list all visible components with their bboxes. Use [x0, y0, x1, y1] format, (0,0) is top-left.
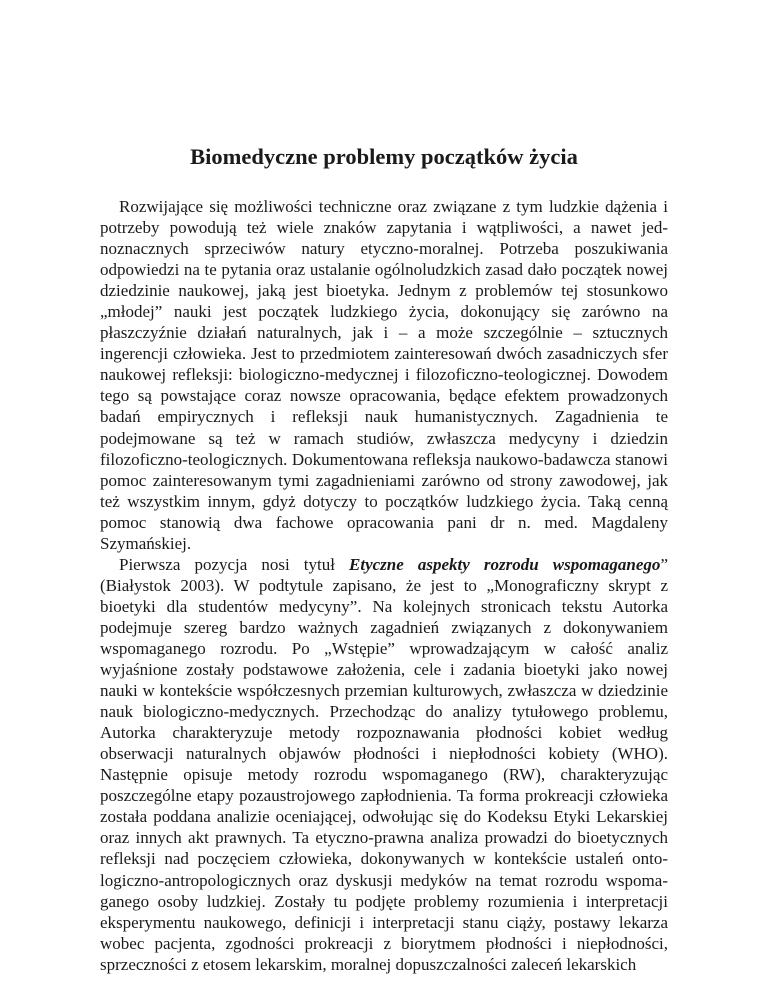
- paragraph-intro: Rozwijające się możliwości techniczne oraz związane z tym ludzkie dążenia i potrzeby powodują też wiele znaków zapytania i wątpliwości, a nawet jednoznacznych sprzeciwów natury etyczno-moralnej. Potrzeba poszukiwania odpowiedzi na te pytania oraz ustalanie ogólnoludzkich zasad dało początek nowej dziedzinie naukowej, jaką jest bioetyka. Jednym z problemów tej stosunkowo „młodej” nauki jest początek ludzkiego życia, dokonujący się zarówno na płaszczyźnie działań naturalnych, jak i – a może szczególnie – sztucznych ingerencji człowieka. Jest to przedmiotem zainteresowań dwóch zasadniczych sfer naukowej refleksji: biologiczno-medycznej i filozoficzno-teologicznej. Dowodem tego są powstające coraz nowsze opracowania, będące efektem prowadzonych badań empirycznych i refleksji nauk humanistycznych. Zagadnienia te podejmowane są też w ramach studiów, zwłaszcza medycyny i dziedzin filozoficzno-teologicznych. Dokumentowana refleksja naukowo-badawcza stanowi pomoc zainteresowanym tymi zagadnieniami zarówno od strony zawodowej, jak też wszystkim innym, gdyż dotyczy to początków ludzkiego życia. Taką cenną pomoc stanowią dwa fachowe opracowania pani dr n. med. Magdaleny Szymańskiej.: [100, 197, 668, 553]
- paragraph-first-publication: [100, 554, 668, 975]
- article-title: Biomedyczne problemy początków życia: [190, 144, 578, 169]
- paragraph-text-rest: ” (Białystok 2003). W podtytule zapisano, że jest to „Monograficzny skrypt z bioetyki dla studentów medycyny”. Na kolejnych stronicach tekstu Autorka podejmuje szereg bardzo ważnych zagadnień związanych z dokonywaniem wspomaganego rozrodu. Po „Wstępie” wprowadzającym w całość analiz wyjaśnione zostały podstawowe założenia, cele i zadania bioetyki jako nowej nauki w kontekście współczesnych przemian kulturowych, zwłaszcza w dziedzinie nauk biologiczno-medycznych. Przechodząc do analizy tytułowego problemu, Autorka charakteryzuje metody rozpoznawania płodności kobiet według obserwacji naturalnych objawów płodności i niepłodności kobiety (WHO). Następnie opisuje metody rozrodu wspomaganego (RW), charakteryzując poszczególne etapy pozaustrojowego zapłodnienia. Ta forma prokreacji człowieka została poddana analizie oceniającej, odwołując się do Kodeksu Etyki Lekarskiej oraz innych akt prawnych. Ta etyczno-prawna analiza prowadzi do bioetycznych refleksji nad poczęciem człowieka, dokonywanych w kontekście ustaleń ontologiczno-antropologicznych oraz dyskusji medyków na temat rozrodu wspomaganego osoby ludzkiej. Zostały tu podjęte problemy rozumienia i interpretacji eksperymentu naukowego, definicji i interpretacji stanu ciąży, postawy lekarza wobec pacjenta, zgodności prokreacji z biorytmem płodności i niepłodności, sprzeczności z etosem lekarskim, moralnej dopuszczalności zaleceń lekarskich: [100, 554, 668, 974]
- article-body: [100, 196, 668, 975]
- book-title: Etyczne aspekty rozrodu wspomaganego: [349, 554, 661, 574]
- paragraph-text-lead: Pierwsza pozycja nosi tytuł: [119, 554, 350, 574]
